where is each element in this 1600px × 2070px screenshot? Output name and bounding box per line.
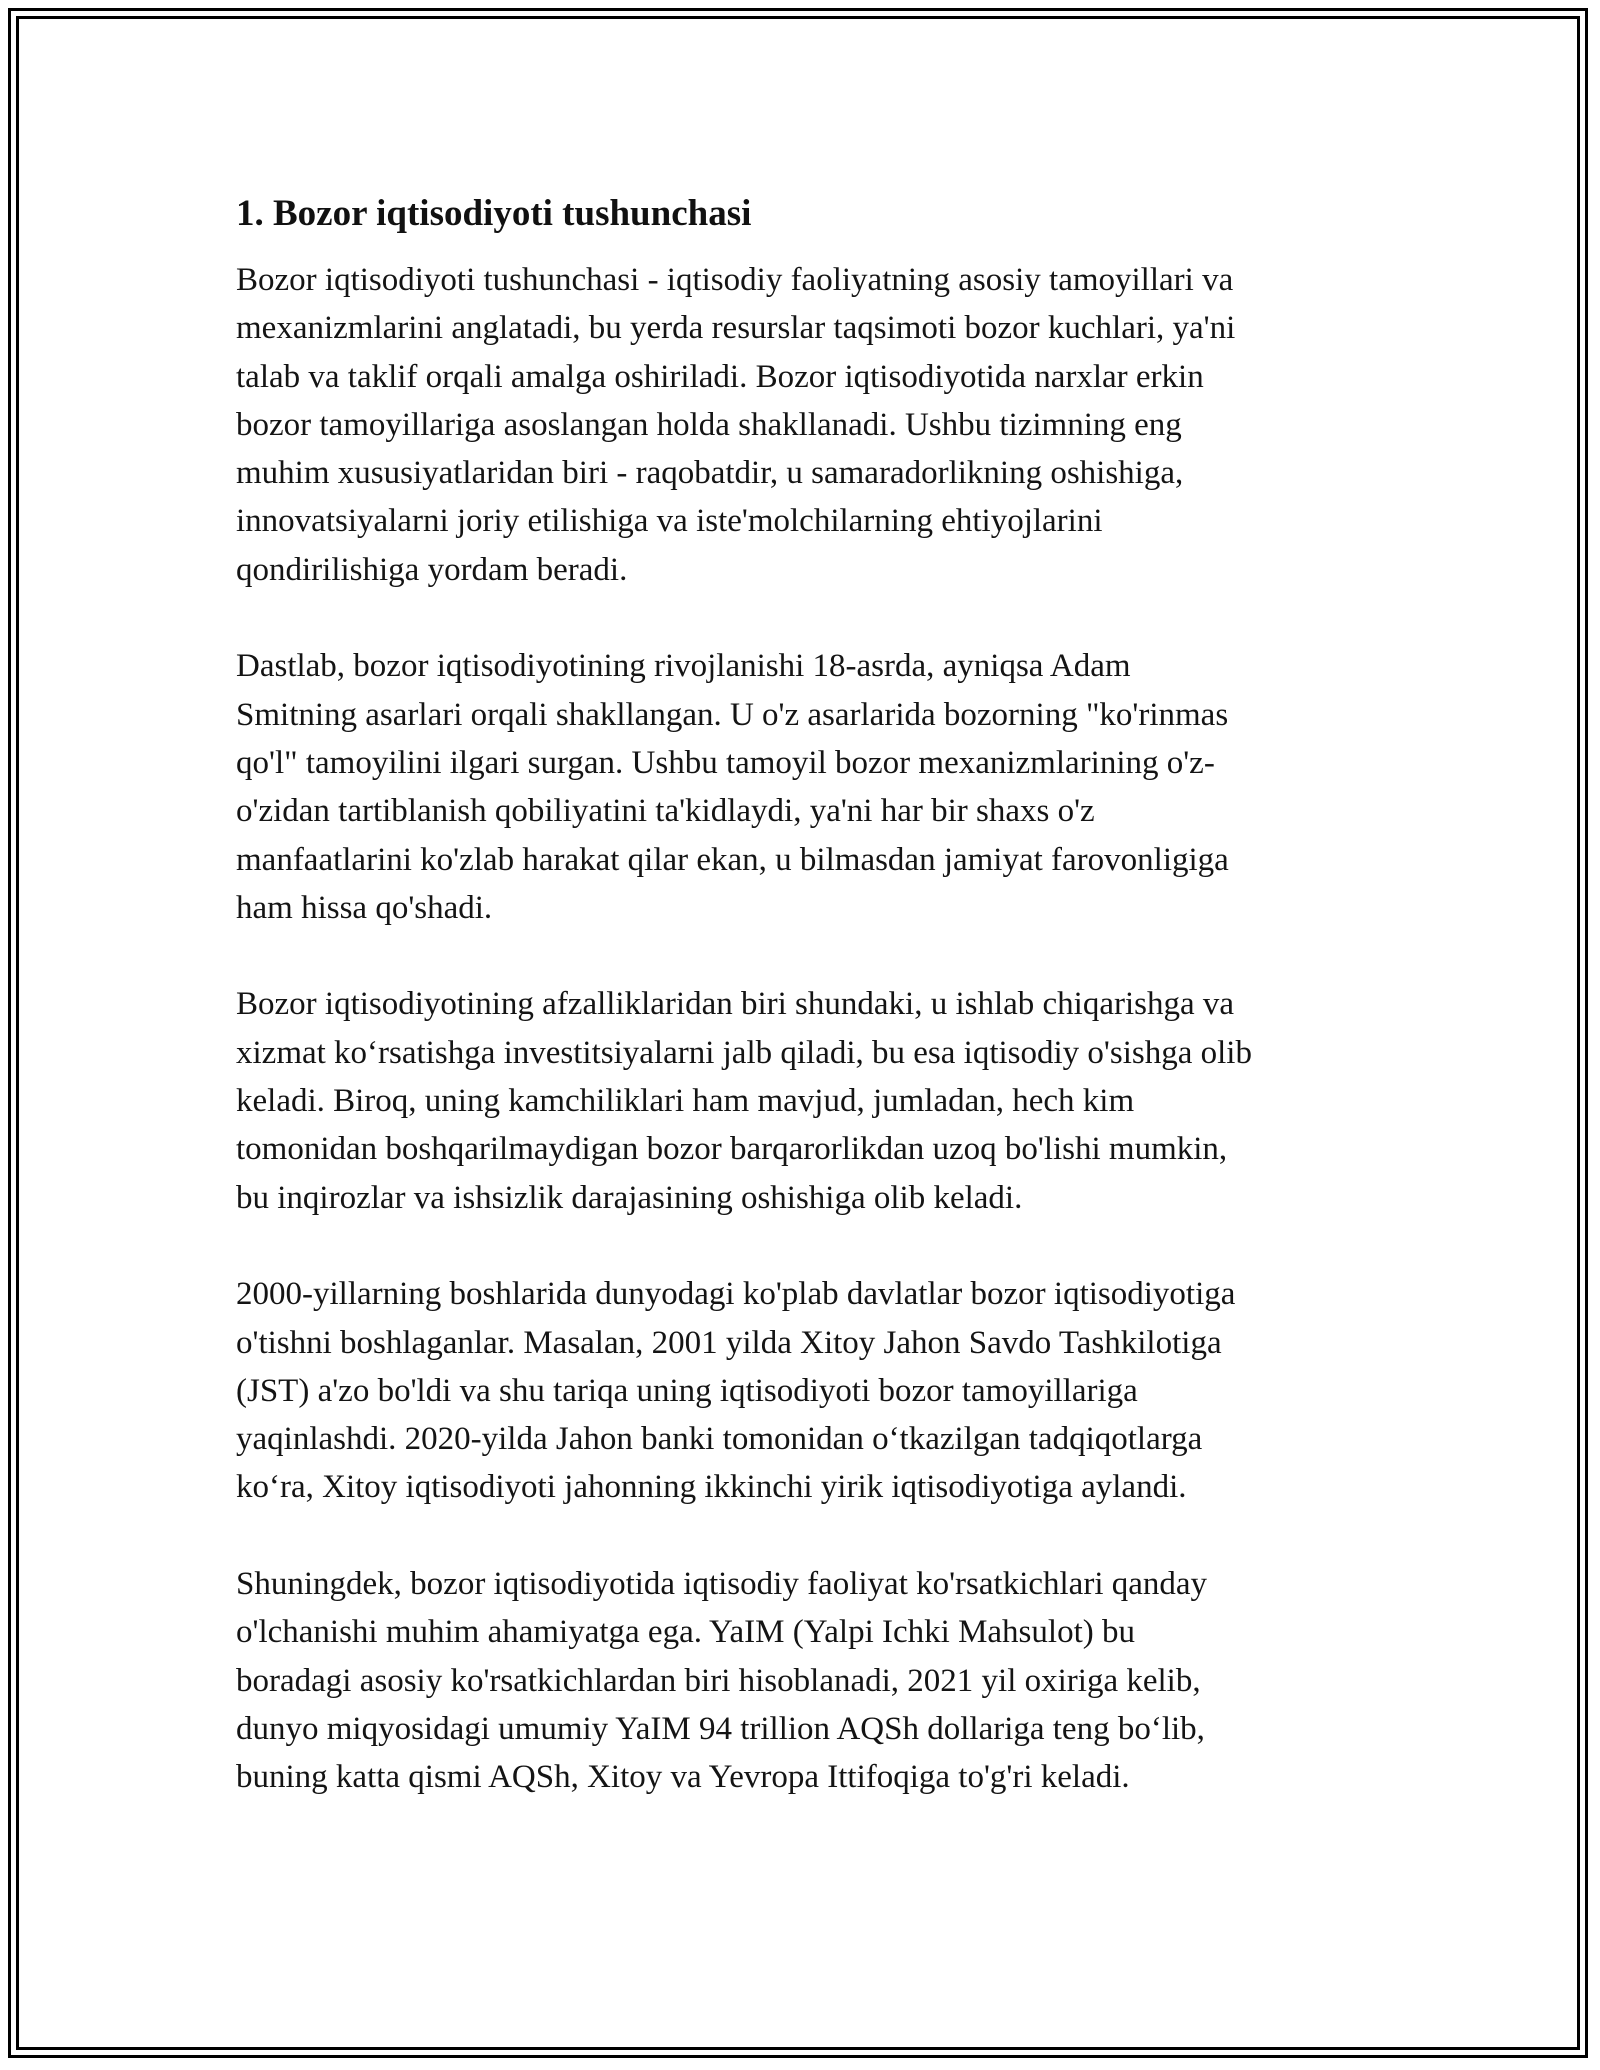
text-line: dunyo miqyosidagi umumiy YaIM 94 trillion AQSh dollariga teng bo‘lib, — [236, 1710, 1205, 1747]
text-line: bozor tamoyillariga asoslangan holda shakllanadi. Ushbu tizimning eng — [236, 406, 1182, 443]
text-line: manfaatlarini ko'zlab harakat qilar ekan, u bilmasdan jamiyat farovonligiga — [236, 841, 1229, 878]
paragraph-1 — [236, 256, 1366, 594]
text-line: o'lchanishi muhim ahamiyatga ega. YaIM (Yalpi Ichki Mahsulot) bu — [236, 1614, 1135, 1651]
text-line: o'tishni boshlaganlar. Masalan, 2001 yilda Xitoy Jahon Savdo Tashkilotiga — [236, 1324, 1222, 1361]
text-line: Shuningdek, bozor iqtisodiyotida iqtisodiy faoliyat ko'rsatkichlari qanday — [236, 1566, 1208, 1603]
text-line: muhim xususiyatlaridan biri - raqobatdir, u samaradorlikning oshishiga, — [236, 455, 1184, 492]
text-line: tomonidan boshqarilmaydigan bozor barqarorlikdan uzoq bo'lishi mumkin, — [236, 1131, 1228, 1168]
text-line: bu inqirozlar va ishsizlik darajasining oshishiga olib keladi. — [236, 1179, 1023, 1216]
text-line: Bozor iqtisodiyoti tushunchasi - iqtisodiy faoliyatning asosiy tamoyillari va — [236, 262, 1234, 298]
paragraph-2 — [236, 642, 1366, 932]
text-line: qondirilishiga yordam beradi. — [236, 551, 628, 588]
text-line: qo'l" tamoyilini ilgari surgan. Ushbu tamoyil bozor mexanizmlarining o'z- — [236, 744, 1215, 781]
text-line: 2000-yillarning boshlarida dunyodagi ko'plab davlatlar bozor iqtisodiyotiga — [236, 1276, 1236, 1313]
text-line: xizmat ko‘rsatishga investitsiyalarni jalb qiladi, bu esa iqtisodiy o'sishga olib — [236, 1034, 1252, 1071]
text-line: keladi. Biroq, uning kamchiliklari ham mavjud, jumladan, hech kim — [236, 1083, 1135, 1120]
text-line: o'zidan tartiblanish qobiliyatini ta'kidlaydi, ya'ni har bir shaxs o'z — [236, 793, 1095, 830]
text-line: mexanizmlarini anglatadi, bu yerda resurslar taqsimoti bozor kuchlari, ya'ni — [236, 310, 1236, 347]
text-line: (JST) a'zo bo'ldi va shu tariqa uning iqtisodiyoti bozor tamoyillariga — [236, 1372, 1138, 1409]
paragraph-5 — [236, 1560, 1366, 1801]
text-line: Dastlab, bozor iqtisodiyotining rivojlanishi 18-asrda, ayniqsa Adam — [236, 648, 1131, 685]
section-heading: 1. Bozor iqtisodiyoti tushunchasi — [236, 193, 752, 234]
text-line: talab va taklif orqali amalga oshiriladi. Bozor iqtisodiyotida narxlar erkin — [236, 358, 1204, 395]
text-line: ham hissa qo'shadi. — [236, 889, 493, 926]
text-line: innovatsiyalarni joriy etilishiga va iste'molchilarning ehtiyojlarini — [236, 503, 1103, 540]
text-line: ko‘ra, Xitoy iqtisodiyoti jahonning ikkinchi yirik iqtisodiyotiga aylandi. — [236, 1469, 1187, 1506]
text-line: boradagi asosiy ko'rsatkichlardan biri hisoblanadi, 2021 yil oxiriga kelib, — [236, 1662, 1201, 1699]
paragraph-4 — [236, 1270, 1366, 1511]
text-line: Smitning asarlari orqali shakllangan. U o'z asarlarida bozorning "ko'rinmas — [236, 696, 1229, 733]
text-line: yaqinlashdi. 2020-yilda Jahon banki tomonidan o‘tkazilgan tadqiqotlarga — [236, 1421, 1203, 1458]
text-line: buning katta qismi AQSh, Xitoy va Yevropa Ittifoqiga to'g'ri keladi. — [236, 1759, 1130, 1796]
paragraph-3 — [236, 980, 1366, 1221]
document-body — [236, 186, 1366, 1850]
text-line: Bozor iqtisodiyotining afzalliklaridan biri shundaki, u ishlab chiqarishga va — [236, 986, 1235, 1023]
